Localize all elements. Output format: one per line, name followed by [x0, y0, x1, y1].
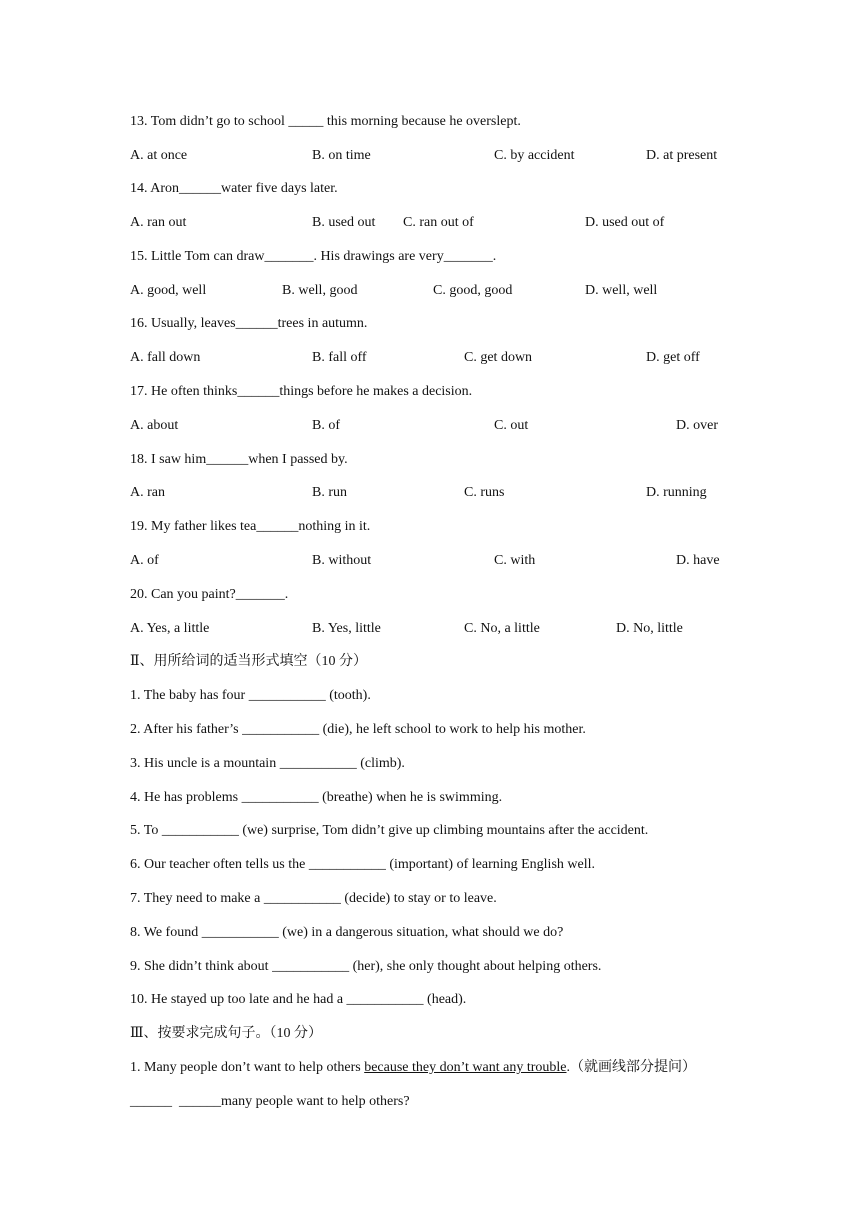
question-17: 17. He often thinks______things before he makes a decision. — [130, 384, 473, 399]
option-c: C. runs — [464, 485, 505, 500]
section-3-heading: Ⅲ、按要求完成句子。（10 分） — [130, 1026, 323, 1041]
option-d: D. get off — [646, 350, 700, 365]
option-c: C. good, good — [433, 283, 513, 298]
option-c: C. ran out of — [403, 215, 474, 230]
option-b: B. on time — [312, 148, 371, 163]
question-14: 14. Aron______water five days later. — [130, 181, 338, 196]
option-c: C. with — [494, 553, 536, 568]
option-d: D. No, little — [616, 621, 683, 636]
rewrite-answer-line: ______ ______many people want to help others? — [130, 1094, 410, 1109]
option-b: B. of — [312, 418, 340, 433]
question-19: 19. My father likes tea______nothing in it. — [130, 519, 371, 534]
fill-item: 5. To ___________ (we) surprise, Tom didn’t give up climbing mountains after the accident. — [130, 823, 649, 838]
option-d: D. well, well — [585, 283, 658, 298]
fill-item: 8. We found ___________ (we) in a dangerous situation, what should we do? — [130, 925, 564, 940]
fill-item: 4. He has problems ___________ (breathe) when he is swimming. — [130, 790, 503, 805]
option-d: D. over — [676, 418, 718, 433]
fill-item: 9. She didn’t think about ___________ (her), she only thought about helping others. — [130, 959, 602, 974]
option-a: A. ran out — [130, 215, 187, 230]
option-a: A. good, well — [130, 283, 207, 298]
question-16: 16. Usually, leaves______trees in autumn. — [130, 316, 368, 331]
option-d: D. at present — [646, 148, 718, 163]
option-a: A. ran — [130, 485, 165, 500]
question-15: 15. Little Tom can draw_______. His drawings are very_______. — [130, 249, 497, 264]
fill-item: 3. His uncle is a mountain ___________ (climb). — [130, 756, 405, 771]
underlined-phrase: because they don’t want any trouble — [364, 1060, 567, 1075]
fill-item: 7. They need to make a ___________ (decide) to stay or to leave. — [130, 891, 497, 906]
option-b: B. without — [312, 553, 372, 568]
question-20: 20. Can you paint?_______. — [130, 587, 289, 602]
option-a: A. fall down — [130, 350, 201, 365]
instruction-text: .（就画线部分提问） — [566, 1060, 696, 1075]
fill-item: 6. Our teacher often tells us the ___________ (important) of learning English well. — [130, 857, 596, 872]
fill-item: 2. After his father’s ___________ (die), he left school to work to help his mother. — [130, 722, 586, 737]
fill-item: 10. He stayed up too late and he had a ___________ (head). — [130, 992, 467, 1007]
option-b: B. fall off — [312, 350, 367, 365]
option-d: D. have — [676, 553, 720, 568]
option-b: B. Yes, little — [312, 621, 381, 636]
option-b: B. used out — [312, 215, 376, 230]
option-c: C. get down — [464, 350, 533, 365]
option-c: C. No, a little — [464, 621, 540, 636]
option-b: B. well, good — [282, 283, 358, 298]
option-d: D. used out of — [585, 215, 665, 230]
section-2-heading: Ⅱ、用所给词的适当形式填空（10 分） — [130, 654, 368, 669]
option-c: C. out — [494, 418, 529, 433]
rewrite-question-1 — [130, 1058, 696, 1078]
option-a: A. about — [130, 418, 179, 433]
option-a: A. at once — [130, 148, 188, 163]
option-a: A. of — [130, 553, 159, 568]
option-a: A. Yes, a little — [130, 621, 210, 636]
option-d: D. running — [646, 485, 707, 500]
question-18: 18. I saw him______when I passed by. — [130, 452, 348, 467]
question-13: 13. Tom didn’t go to school _____ this morning because he overslept. — [130, 114, 521, 129]
option-c: C. by accident — [494, 148, 575, 163]
question-text: 1. Many people don’t want to help others — [130, 1060, 365, 1075]
fill-item: 1. The baby has four ___________ (tooth). — [130, 688, 371, 703]
option-b: B. run — [312, 485, 347, 500]
